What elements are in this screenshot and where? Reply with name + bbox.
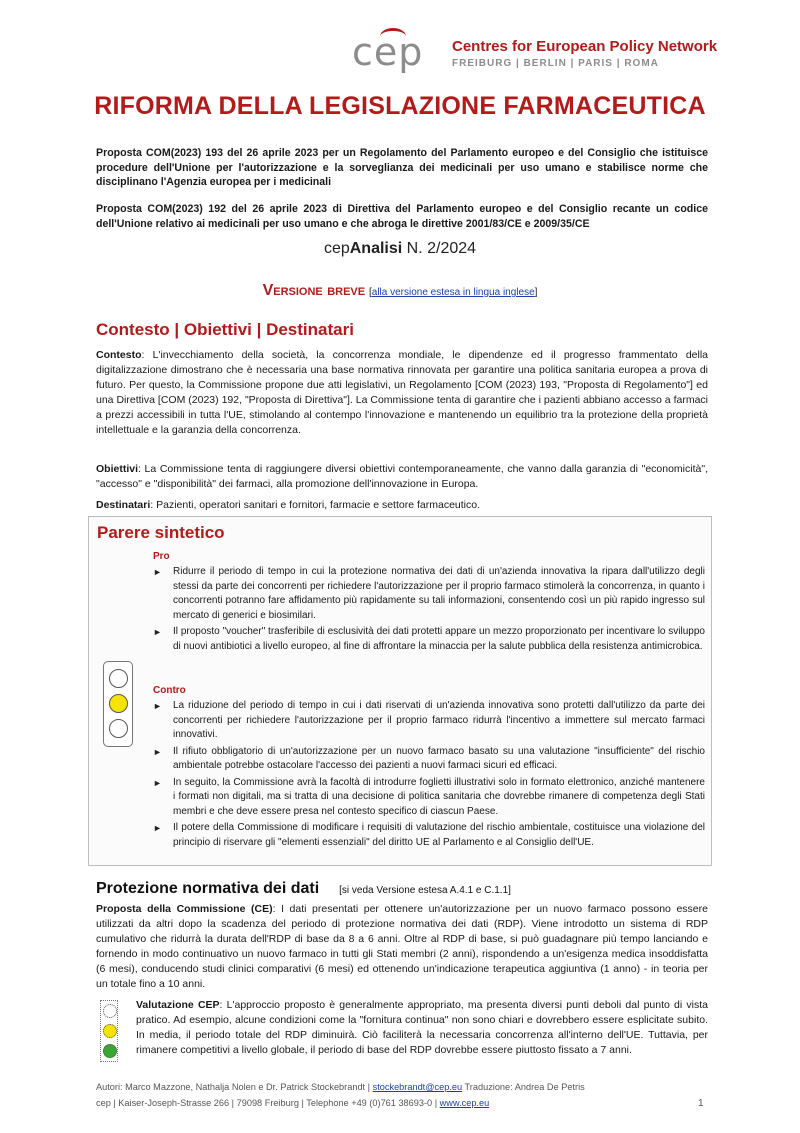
data-protection-ref: [si veda Versione estesa A.4.1 e C.1.1] [339,885,511,896]
footer-authors-line [96,1082,708,1092]
red-lamp-icon [109,669,128,688]
version-label: Versione breve [262,282,366,299]
green-lamp-icon [103,1044,117,1058]
logo-network-name: Centres for European Policy Network [452,38,718,55]
recipients-label: Destinatari [96,499,151,511]
red-lamp-icon [103,1004,117,1018]
recipients-text: : Pazienti, operatori sanitari e fornitori, farmacie e settore farmaceutico. [150,499,481,511]
bullet-icon: ► [153,746,162,757]
section-context-heading: Contesto | Obiettivi | Destinatari [96,320,354,339]
list-item: ► Il rifiuto obbligatorio di un'autorizzazione per un nuovo farmaco basato su una valutazione "insufficiente" del rischio ambientale potrebbe ostacolare l'accesso dei pazienti a nuovi farmaci sicuri ed efficaci. [153,745,705,771]
page-number: 1 [698,1098,704,1109]
objectives-paragraph [96,462,708,492]
footer-address: cep | Kaiser-Joseph-Strasse 266 | 79098 Freiburg | Telephone +49 (0)761 38693-0 | [96,1098,438,1108]
proposal-regulation: Proposta COM(2023) 193 del 26 aprile 2023 per un Regolamento del Parlamento europeo e del Consiglio che istituisce procedure dell'Unione per l'autorizzazione e la sorveglianza dei medicinali per uso umano e stabilisce norme che disciplinano l'Agenzia europea per i medicinali [96,147,708,188]
recipients-paragraph [96,498,708,513]
context-paragraph [96,348,708,438]
proposal-text: : I dati presentati per ottenere un'autorizzazione per un nuovo farmaco possono essere utilizzati da altri dopo la scadenza del periodo di protezione normativa dei dati (RDP). Viene introdotto un sistema di RDP cumulativo che ridurrà la durata dell'RDP di base da 8 a 6 anni. Oltre al RDP di base, si può guadagnare più tempo lanciando e fornendo in modo continuativo un nuovo farmaco in tutti gli Stati membri (2 anni), rispondendo a un'esigenza medica insoddisfatta (6 mesi), conducendo studi clinici comparativi (6 mesi) ed ottenendo un'indicazione terapeutica aggiuntiva (1 anno) - in teoria per un totale fino a 10 anni. [96,903,708,990]
website-link[interactable]: www.cep.eu [439,1098,490,1108]
traffic-light-icon [103,661,133,747]
version-line: Versione breve [alla versione estesa in lingua inglese] [262,282,538,299]
proposal-directive: Proposta COM(2023) 192 del 26 aprile 2023 di Direttiva del Parlamento europeo e del Consiglio recante un codice dell'Unione relativo ai medicinali per uso umano e che abroga le direttive 2001/83/CE e 2009/35/CE [96,203,708,230]
extended-version-link[interactable]: alla versione estesa in lingua inglese [371,287,535,298]
bullet-icon: ► [153,823,162,833]
bullet-icon: ► [153,701,162,711]
objectives-text: : La Commissione tenta di raggiungere diversi obiettivi contemporaneamente, che vanno dalla garanzia di "economicità", "accesso" e "disponibilità" dei farmaci, alla promozione dell'innovazione in Europa. [96,463,708,490]
yellow-lamp-icon [103,1024,117,1038]
summary-box [88,516,712,866]
list-item: ► Ridurre il periodo di tempo in cui la protezione normativa dei dati di un'azienda innovativa la ripara dall'utilizzo degli stessi da parte dei concorrenti per richiedere l'autorizzazione per il proprio farmaco stimolerà la concorrenza, in quanto i concorrenti potranno fare affidamento più rapidamente su tali informazioni, consentendo così un più rapido ingresso sul mercato di generici e biosimilari. [153,566,705,621]
pro-label: Pro [153,551,170,562]
analysis-number [0,240,800,258]
page-title: RIFORMA DELLA LEGISLAZIONE FARMACEUTICA [94,92,706,120]
list-item: ► In seguito, la Commissione avrà la facoltà di introdurre foglietti illustrativi solo in formato elettronico, anziché mantenere i formati non digitali, ma si tratta di una decisione di politica sanitaria che dovrebbe rimanere di competenza degli Stati membri e che deve essere presa nel contesto specifico di ciascun Paese. [153,776,705,817]
cep-evaluation-paragraph [136,998,708,1058]
bullet-icon: ► [153,777,162,788]
cep-logo [352,30,718,80]
summary-heading: Parere sintetico [97,523,225,542]
small-traffic-light-icon [100,1000,118,1062]
analysis-prefix: cep [323,240,350,257]
proposal-label: Proposta della Commissione (CE) [96,903,273,915]
section-data-protection-heading [96,880,511,898]
yellow-lamp-icon [109,694,128,713]
analysis-num: N. 2/2024 [402,240,477,257]
contro-list [153,699,705,852]
context-label: Contesto [96,349,142,361]
pro-list [153,565,705,656]
logo-cities: FREIBURG | BERLIN | PARIS | ROMA [452,58,659,69]
footer-translation: Traduzione: Andrea De Petris [464,1082,585,1092]
contro-label: Contro [153,685,186,696]
list-item: ► La riduzione del periodo di tempo in cui i dati riservati di un'azienda innovativa sono protetti dall'utilizzo da parte dei concorrenti per richiedere l'autorizzazione per il proprio farmaco ridurrà l'incentivo a immettere sul mercato farmaci innovativi. [153,700,705,740]
analysis-bold: Analisi [349,240,403,257]
logo-mark: cep [352,30,424,74]
author-email-link[interactable]: stockebrandt@cep.eu [372,1082,463,1092]
footer-address-line [96,1098,708,1108]
context-text: : L'invecchiamento della società, la concorrenza mondiale, le dipendenze ed il progresso frammentato della digitalizzazione dimostrano che è necessaria una base normativa rinnovata per garantire una politica sanitaria europea a prova di futuro. Per questo, la Commissione propone due atti legislativi, un Regolamento [COM (2023) 193, "Proposta di Regolamento"] ed una Direttiva [COM (2023) 192, "Proposta di Direttiva"]. La Commissione tenta di garantire che i pazienti abbiano accesso a farmaci a prezzi accessibili in tutta l'UE, stimolando al contempo l'innovazione e mantenendo un equilibrio tra la protezione della proprietà intellettuale e la garanzia della concorrenza. [96,349,708,436]
commission-proposal-paragraph [96,902,708,992]
evaluation-text: : L'approccio proposto è generalmente appropriato, ma presenta diversi punti deboli dal punto di vista pratico. Ad esempio, alcune condizioni come la "fornitura continua" non sono chiari e dovrebbero essere esplicitate subito. In media, il periodo totale del RDP diminuirà. Ciò faciliterà la necessaria concorrenza all'interno dell'UE. Tuttavia, per rimanere competitivi a livello globale, il periodo di base del RDP dovrebbe essere piuttosto fissato a 7 anni. [136,999,708,1056]
footer-authors: Autori: Marco Mazzone, Nathalja Nolen e Dr. Patrick Stockebrandt | [96,1082,371,1092]
evaluation-label: Valutazione CEP [136,999,220,1011]
objectives-label: Obiettivi [96,463,139,475]
bullet-icon: ► [153,627,162,637]
green-lamp-icon [109,719,128,738]
list-item: ► Il potere della Commissione di modificare i requisiti di valutazione del rischio ambientale, costituisce una violazione del principio di riservare gli "elementi essenziali" del diritto UE al Parlamento e al Consiglio dell'UE. [153,822,705,848]
data-protection-title: Protezione normativa dei dati [96,880,320,897]
list-item: ► Il proposto "voucher" trasferibile di esclusività dei dati protetti appare un mezzo proporzionato per incentivare lo sviluppo di nuovi antibiotici a livello europeo, al fine di affrontare la minaccia per la salute pubblica della resistenza antimicrobica. [153,626,705,652]
bullet-icon: ► [153,567,162,577]
